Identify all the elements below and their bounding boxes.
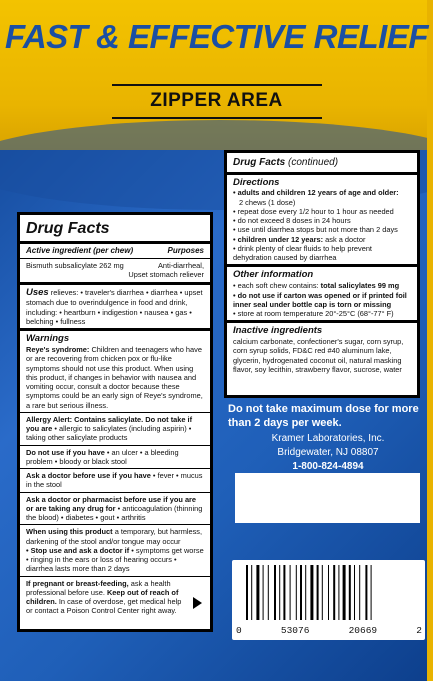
barcode-bar (274, 565, 276, 620)
pregnancy-section (26, 579, 204, 616)
active-ingredient-header: Active ingredient (per chew) (26, 246, 134, 255)
other-info-3: • store at room temperature 20°-25°C (68°-77° F) (233, 309, 394, 318)
lot-expiry-box (235, 473, 420, 523)
divider (20, 445, 210, 446)
zipper-line-top (112, 84, 322, 86)
other-info-1 (233, 281, 411, 290)
barcode-bar (251, 565, 252, 620)
divider (227, 172, 417, 175)
manufacturer-name: Kramer Laboratories, Inc. (271, 433, 385, 444)
drug-facts-title: Drug Facts (26, 220, 110, 237)
barcode-digit-2: 20669 (348, 625, 378, 636)
directions-label: Directions (233, 176, 280, 188)
barcode-bar (338, 565, 339, 620)
pregnant-label: If pregnant or breast-feeding, (26, 578, 129, 588)
ask-doctor-text: • fever • mucus in the stool (26, 471, 203, 490)
divider (20, 524, 210, 525)
direction-4: • use until diarrhea stops but not more than 2 days (233, 225, 398, 235)
barcode-bar (305, 565, 306, 620)
barcode-bar (296, 565, 297, 620)
ingredient-row (26, 261, 204, 270)
purpose-2: Upset stomach reliever (128, 270, 204, 280)
barcode-bar (263, 565, 264, 620)
direction-1: • adults and children 12 years of age and older: (233, 188, 399, 198)
keep-out-text: In case of overdose, get medical help or contact a Poison Control Center right away. (26, 597, 182, 616)
ask-pharmacist-section (26, 495, 204, 523)
barcode-bar (354, 565, 355, 620)
direction-5-label: • children under 12 years: (233, 234, 324, 244)
do-not-use-label: Do not use if you have (26, 447, 105, 457)
purposes-header: Purposes (167, 246, 204, 255)
active-header-row (26, 246, 204, 256)
direction-2: • repeat dose every 1/2 hour to 1 hour as needed (233, 206, 394, 216)
barcode-bar (290, 565, 291, 620)
divider (20, 258, 210, 259)
barcode-digit-1: 53076 (280, 625, 310, 636)
barcode-bar (246, 565, 248, 620)
divider (20, 282, 210, 285)
divider (20, 468, 210, 469)
allergy-label: Allergy Alert: Contains salicylate. Do not take if you are (26, 414, 193, 433)
barcode-bar (365, 565, 367, 620)
keep-out-label: Keep out of reach of children. (26, 587, 179, 606)
direction-1b: 2 chews (1 dose) (239, 197, 296, 207)
zipper-label: ZIPPER AREA (150, 90, 283, 111)
do-not-use-section (26, 448, 204, 467)
continued-title-suffix: (continued) (288, 157, 339, 168)
manufacturer-city: Bridgewater, NJ 08807 (277, 447, 379, 458)
manufacturer-phone: 1-800-824-4894 (292, 461, 364, 472)
barcode-bar (283, 565, 285, 620)
reyes-text: Children and teenagers who have or are recovering from chicken pox or flu-like symptoms should not use this product. When using this product, if changes in behavior with nausea and vomiting occur, consult a doctor because these symptoms could be an early sign of Reye's syndrome, a rare but serious illness. (26, 345, 203, 410)
do-not-use-text: • an ulcer • a bleeding problem • bloody or black stool (26, 447, 179, 466)
ask-doctor-section (26, 471, 204, 490)
barcode-bar (333, 565, 335, 620)
barcode-bar (349, 565, 351, 620)
barcode-bar (328, 565, 329, 620)
manufacturer-block (228, 432, 428, 474)
direction-6: • drink plenty of clear fluids to help prevent dehydration caused by diarrhea (233, 243, 372, 263)
reyes-label: Reye's syndrome: (26, 345, 90, 354)
drug-facts-continued-panel (224, 150, 420, 398)
direction-5 (233, 235, 411, 244)
barcode-digit-3: 2 (416, 625, 422, 636)
other-info-2: • do not use if carton was opened or if printed foil inner seal under bottle cap is torn or missing (233, 290, 407, 309)
divider (20, 241, 210, 244)
stop-use-section (26, 546, 204, 574)
barcode-bar (256, 565, 259, 620)
barcode-bar (300, 565, 302, 620)
reyes-section (26, 345, 204, 410)
inactive-ingredients-text: calcium carbonate, confectioner's sugar, corn syrup, corn syrup solids, FD&C red #40 aluminum lake, glycerin, hydrogenated coconut oil, natural masking flavor, soy lecithin, strawberry flavor, sucrose, water (233, 337, 404, 374)
direction-5-text: ask a doctor (325, 234, 366, 244)
barcode-bars (244, 565, 414, 620)
divider (20, 412, 210, 413)
continue-arrow-icon (193, 597, 202, 609)
barcode-digit-0: 0 (236, 625, 242, 636)
ask-doctor-label: Ask a doctor before use if you have (26, 471, 151, 480)
allergy-section (26, 415, 204, 443)
uses-section (26, 287, 204, 327)
zipper-line-bottom (112, 117, 322, 119)
barcode-bar (310, 565, 313, 620)
divider (227, 264, 417, 267)
barcode (232, 560, 425, 640)
allergy-text: • allergic to salicylates (including aspirin) • taking other salicylate products (26, 424, 192, 443)
when-using-label: When using this product (26, 527, 113, 537)
other-info-label: Other information (233, 269, 314, 281)
uses-text: relieves: • traveler's diarrhea • diarrhea • upset stomach due to overindulgence in food and drink, including: • heartburn • indigestion • nausea • gas • belching • fullness (26, 287, 203, 326)
barcode-bar (279, 565, 280, 620)
direction-3: • do not exceed 8 doses in 24 hours (233, 216, 351, 226)
divider (20, 328, 210, 331)
other-info-1-b: total salicylates 99 mg (320, 281, 400, 291)
barcode-bar (322, 565, 323, 620)
other-info-1-a: • each soft chew contains: (233, 281, 319, 291)
barcode-digits (236, 625, 422, 636)
ask-pharmacist-label: Ask a doctor or pharmacist before use if you are or are taking any drug for (26, 494, 197, 513)
drug-facts-panel (17, 212, 213, 632)
drug-facts-continued-title (233, 157, 411, 170)
barcode-bar (317, 565, 319, 620)
ask-pharmacist-text: • anticoagulation (thinning the blood) • diabetes • gout • arthritis (26, 503, 203, 522)
barcode-bar (268, 565, 269, 620)
max-dose-warning: Do not take maximum dose for more than 2 days per week. (228, 403, 419, 430)
barcode-bar (359, 565, 360, 620)
stop-use-label: • Stop use and ask a doctor if (26, 545, 130, 555)
purpose-1: Anti-diarrheal, (157, 261, 204, 270)
when-using-section (26, 527, 204, 546)
divider (20, 492, 210, 493)
headline: FAST & EFFECTIVE RELIEF (4, 18, 429, 55)
ingredient-name: Bismuth subsalicylate 262 mg (26, 261, 124, 270)
barcode-bar (371, 565, 372, 620)
inactive-ingredients-label: Inactive ingredients (233, 325, 323, 337)
continued-title-main: Drug Facts (233, 157, 286, 168)
uses-label: Uses (26, 286, 49, 298)
pregnant-text: ask a health professional before use. (26, 578, 171, 597)
stop-use-text: • symptoms get worse • ringing in the ears or loss of hearing occurs • diarrhea lasts more than 2 days (26, 545, 204, 574)
divider (20, 576, 210, 577)
warnings-label: Warnings (26, 333, 70, 345)
barcode-bar (343, 565, 346, 620)
when-using-text: a temporary, but harmless, darkening of the stool and/or tongue may occur (26, 527, 203, 546)
directions-list (233, 188, 411, 262)
divider (227, 320, 417, 323)
